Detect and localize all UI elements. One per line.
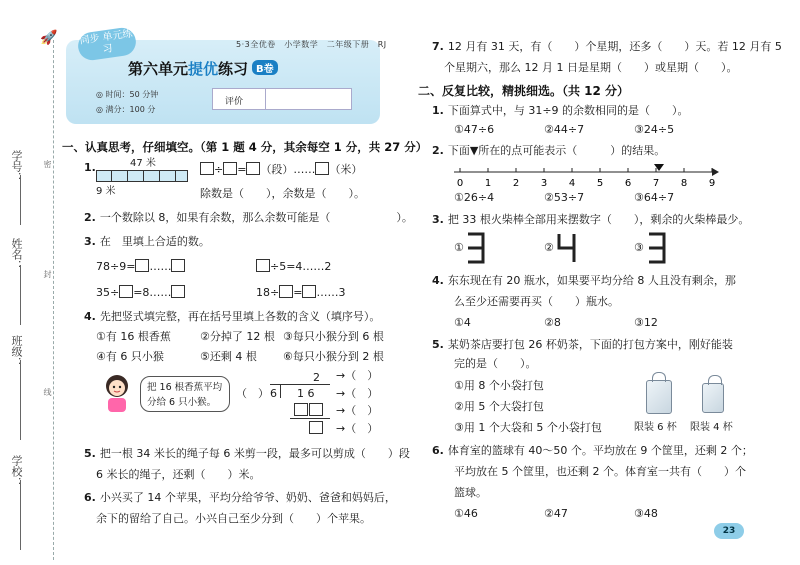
- q4-option-6: ⑥每只小猴分到 2 根: [283, 350, 384, 363]
- q4-answer-blank-2[interactable]: →（ ）: [336, 369, 379, 382]
- r1: 1. 下面算式中，与 31÷9 的余数相同的是（ ）。: [432, 104, 689, 117]
- evaluation-box[interactable]: 评价: [212, 88, 352, 110]
- number-line-label: 4: [568, 178, 576, 189]
- section-1-heading: 一、认真思考，仔细填空。（第 1 题 4 分，其余每空 1 分，共 27 分）: [62, 140, 428, 154]
- q2: 2. 一个数除以 8，如果有余数，那么余数可能是（ ）。: [84, 211, 413, 224]
- r6-option-3[interactable]: ③48: [634, 507, 658, 520]
- rocket-icon: 🚀: [40, 30, 58, 46]
- q6-line1: 6. 小兴买了 14 个苹果，平均分给爷爷、奶奶、爸爸和妈妈后，: [84, 491, 396, 504]
- matchstick-digit-3: [466, 232, 486, 264]
- r4-line2: 么至少还需要再买（ ）瓶水。: [454, 295, 619, 308]
- q4-option-2: ②分掉了 12 根: [200, 330, 275, 343]
- binding-line: [53, 40, 54, 560]
- r2: 2. 下面▼所在的点可能表示（ ）的结果。: [432, 144, 666, 157]
- q4-option-5: ⑤还剩 4 根: [200, 350, 257, 363]
- large-bag-label: 限装 6 杯: [634, 422, 677, 433]
- division-quotient: 2: [313, 371, 320, 384]
- q3-c: 35÷ =8……: [96, 285, 185, 300]
- small-bag-label: 限装 4 杯: [690, 422, 733, 433]
- division-box-3[interactable]: [309, 421, 323, 434]
- q4-answer-blank-4[interactable]: →（ ）: [336, 404, 379, 417]
- level-badge: B卷: [252, 60, 278, 75]
- page-title: 第六单元提优练习 B卷: [128, 58, 278, 79]
- label-class: 班级：: [10, 335, 23, 368]
- r5-option-1[interactable]: ①用 8 个小袋打包: [454, 379, 544, 392]
- cut-mark: 封: [43, 270, 52, 278]
- r6-line2: 平均放在 5 个筐里，也还剩 2 个。体育室一共有（ ）个: [454, 465, 746, 478]
- r4-option-3[interactable]: ③12: [634, 316, 658, 329]
- matchstick-digit-4: [557, 232, 577, 264]
- q3-b: ÷5=4……2: [256, 259, 331, 274]
- q4-answer-blank-1[interactable]: （ ）: [236, 387, 269, 400]
- book-meta: 5·3全优卷 小学数学 二年级下册 RJ: [236, 40, 387, 49]
- r4-option-2[interactable]: ②8: [544, 316, 561, 329]
- student-id-field[interactable]: [20, 175, 21, 225]
- speech-bubble: 把 16 根香蕉平均分给 6 只小猴。: [140, 376, 230, 412]
- q4-option-4: ④有 6 只小猴: [96, 350, 164, 363]
- q4-option-3: ③每只小猴分到 6 根: [283, 330, 384, 343]
- division-dividend: 1 6: [297, 387, 315, 400]
- number-line-label: 8: [680, 178, 688, 189]
- r5-option-3[interactable]: ③用 1 个大袋和 5 个小袋打包: [454, 421, 602, 434]
- r5-option-2[interactable]: ②用 5 个大袋打包: [454, 400, 544, 413]
- q4-answer-blank-5[interactable]: →（ ）: [336, 422, 379, 435]
- r3-option-2[interactable]: ②: [544, 241, 554, 254]
- score-info: ◎ 满分：100 分: [96, 105, 156, 114]
- small-bag-icon: [702, 383, 724, 413]
- label-school: 学校：: [10, 455, 23, 488]
- q3-d: 18÷ = ……3: [256, 286, 346, 299]
- number-line-label: 9: [708, 178, 716, 189]
- r6-option-2[interactable]: ②47: [544, 507, 568, 520]
- number-line-label: 7: [652, 178, 660, 189]
- r5-line2: 完的是（ ）。: [454, 357, 537, 370]
- r1-option-1[interactable]: ①47÷6: [454, 123, 495, 136]
- number-line-label: 1: [484, 178, 492, 189]
- r4-line1: 4. 东东现在有 20 瓶水，如果要平均分给 8 人且没有剩余，那: [432, 274, 736, 287]
- r1-option-3[interactable]: ③24÷5: [634, 123, 675, 136]
- q7-line1: 7. 12 月有 31 天，有（ ）个星期，还多（ ）天。若 12 月有 5: [432, 40, 782, 53]
- girl-illustration: [100, 372, 134, 414]
- division-box-2[interactable]: [309, 403, 323, 416]
- q4: 4. 先把竖式填完整，再在括号里填上各数的含义（填序号）。: [84, 310, 381, 323]
- school-field[interactable]: [20, 480, 21, 550]
- r3-option-3[interactable]: ③: [634, 241, 644, 254]
- name-field[interactable]: [20, 265, 21, 325]
- r2-option-1[interactable]: ①26÷4: [454, 191, 495, 204]
- r2-option-3[interactable]: ③64÷7: [634, 191, 675, 204]
- q1-segment: 9 米: [96, 186, 116, 197]
- section-2-heading: 二、反复比较，精挑细选。（共 12 分）: [418, 84, 630, 98]
- r3-option-1[interactable]: ①: [454, 241, 464, 254]
- q5-line1: 5. 把一根 34 米长的绳子每 6 米剪一段，最多可以剪成（ ）段: [84, 447, 410, 460]
- class-field[interactable]: [20, 360, 21, 440]
- label-name: 姓名：: [10, 238, 23, 271]
- q3: 3. 在 里填上合适的数。: [84, 235, 210, 248]
- r2-option-2[interactable]: ②53÷7: [544, 191, 585, 204]
- number-line-label: 0: [456, 178, 464, 189]
- q4-option-1: ①有 16 根香蕉: [96, 330, 171, 343]
- number-line-label: 2: [512, 178, 520, 189]
- q1-number: 1.: [84, 161, 96, 174]
- q7-line2: 个星期六，那么 12 月 1 日是星期（ ）或星期（ ）。: [444, 61, 738, 74]
- page-number: 23: [714, 523, 744, 539]
- large-bag-icon: [646, 380, 672, 414]
- number-line-label: 6: [624, 178, 632, 189]
- matchstick-digit-3b: [647, 232, 667, 264]
- division-divisor: 6: [270, 387, 277, 400]
- division-box-1[interactable]: [294, 403, 308, 416]
- q4-answer-blank-3[interactable]: →（ ）: [336, 387, 379, 400]
- r5-line1: 5. 某奶茶店要打包 26 杯奶茶，下面的打包方案中，刚好能装: [432, 338, 733, 351]
- cut-mark: 密: [43, 160, 52, 168]
- q1-length: 47 米: [130, 158, 156, 169]
- r1-option-2[interactable]: ②44÷7: [544, 123, 585, 136]
- r6-option-1[interactable]: ①46: [454, 507, 478, 520]
- r6-line3: 篮球。: [454, 486, 487, 499]
- r4-option-1[interactable]: ①4: [454, 316, 471, 329]
- r3: 3. 把 33 根火柴棒全部用来摆数字（ ），剩余的火柴棒最少。: [432, 213, 750, 226]
- cut-mark: 线: [43, 388, 52, 396]
- label-student-id: 学号：: [10, 150, 23, 183]
- q1-line2: 除数是（ ），余数是（ ）。: [200, 187, 365, 200]
- time-info: ◎ 时间：50 分钟: [96, 90, 159, 99]
- unit-tag: 同步 单元练习: [76, 26, 137, 62]
- r6-line1: 6. 体育室的篮球有 40～50 个。平均放在 9 个筐里，还剩 2 个；: [432, 444, 753, 457]
- number-line: [440, 160, 720, 190]
- q6-line2: 余下的留给了自己。小兴自己至少分到（ ）个苹果。: [96, 512, 371, 525]
- q3-a: 78÷9= ……: [96, 259, 185, 274]
- number-line-label: 3: [540, 178, 548, 189]
- q5-line2: 6 米长的绳子，还剩（ ）米。: [96, 468, 261, 481]
- q1-equation: ÷ = （段）…… （米）: [200, 162, 362, 177]
- number-line-label: 5: [596, 178, 604, 189]
